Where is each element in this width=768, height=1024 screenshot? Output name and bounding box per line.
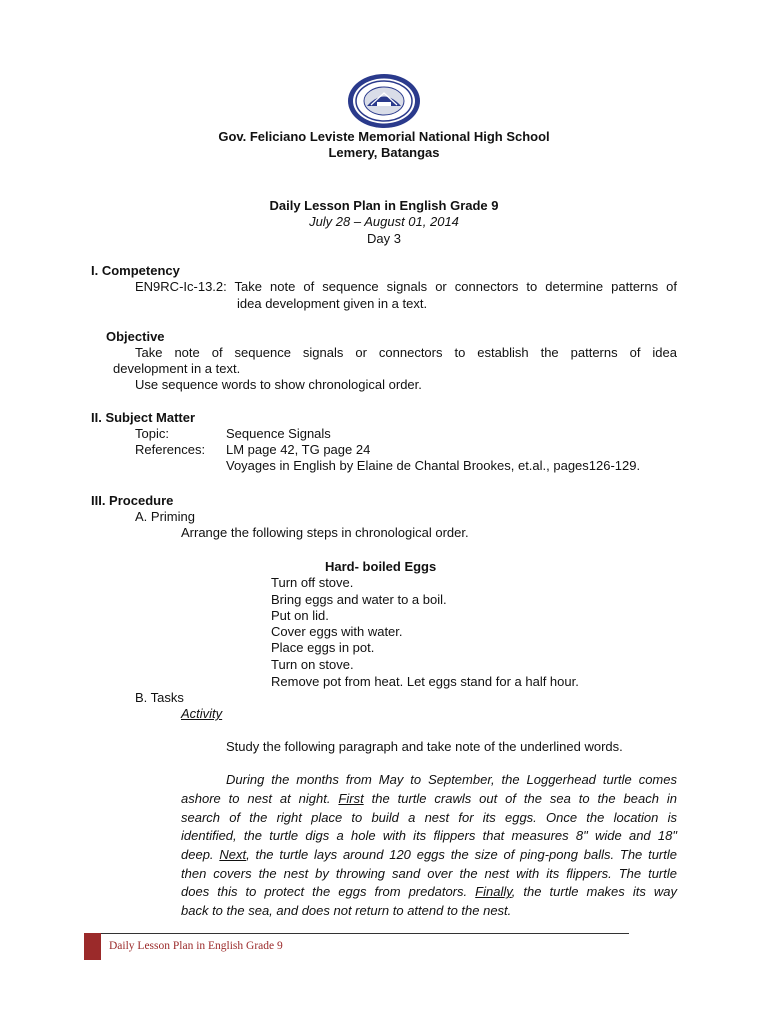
- recipe-step: Turn off stove.: [271, 575, 354, 590]
- recipe-step: Put on lid.: [271, 608, 329, 623]
- paragraph-line: then covers the nest by throwing sand over the nest with its flippers. The turtle: [181, 866, 677, 881]
- objective-heading: Objective: [106, 329, 165, 344]
- footer-text: Daily Lesson Plan in English Grade 9: [109, 940, 283, 952]
- paragraph-line: search of the right place to build a nest for its eggs. Once the location is: [181, 810, 677, 825]
- recipe-title: Hard- boiled Eggs: [325, 559, 437, 574]
- sequence-word-finally: Finally: [475, 884, 512, 899]
- topic-label: Topic:: [135, 426, 169, 441]
- school-seal-icon: [347, 73, 421, 129]
- paragraph-text: the turtle crawls out of the sea to the beach in: [363, 791, 677, 806]
- competency-heading: I. Competency: [91, 263, 180, 278]
- objective-line-2: development in a text.: [113, 361, 241, 376]
- paragraph-text: ashore to nest at night.: [181, 791, 339, 806]
- activity-label: Activity: [181, 706, 223, 721]
- paragraph-line: [181, 791, 677, 807]
- references-label: References:: [135, 442, 206, 457]
- plan-day: Day 3: [367, 231, 401, 246]
- footer-rule: [101, 933, 629, 934]
- paragraph-text: , the turtle lays around 120 eggs the size of ping-pong balls. The turtle: [246, 847, 677, 862]
- paragraph-line: [181, 847, 677, 863]
- recipe-step: Place eggs in pot.: [271, 640, 375, 655]
- objective-line-1: Take note of sequence signals or connectors to establish the patterns of idea: [135, 345, 677, 360]
- tasks-label: B. Tasks: [135, 690, 184, 705]
- competency-line-1: EN9RC-Ic-13.2: Take note of sequence signals or connectors to determine patterns of: [135, 279, 677, 294]
- priming-instruction: Arrange the following steps in chronological order.: [181, 525, 469, 540]
- references-value-2: Voyages in English by Elaine de Chantal Brookes, et.al., pages126-129.: [226, 458, 641, 473]
- paragraph-line: back to the sea, and does not return to attend to the nest.: [181, 903, 512, 918]
- recipe-step: Remove pot from heat. Let eggs stand for a half hour.: [271, 674, 579, 689]
- school-location: Lemery, Batangas: [328, 145, 440, 160]
- topic-value: Sequence Signals: [226, 426, 331, 441]
- recipe-step: Cover eggs with water.: [271, 624, 403, 639]
- school-name: Gov. Feliciano Leviste Memorial National High School: [218, 129, 550, 144]
- objective-line-3: Use sequence words to show chronological order.: [135, 377, 422, 392]
- sequence-word-first: First: [338, 791, 364, 806]
- paragraph-text: deep.: [181, 847, 220, 862]
- recipe-step: Bring eggs and water to a boil.: [271, 592, 447, 607]
- footer-accent-bar: [84, 933, 101, 960]
- recipe-step: Turn on stove.: [271, 657, 354, 672]
- study-instruction: Study the following paragraph and take note of the underlined words.: [226, 739, 623, 754]
- references-value-1: LM page 42, TG page 24: [226, 442, 371, 457]
- competency-line-2: idea development given in a text.: [237, 296, 428, 311]
- plan-title: Daily Lesson Plan in English Grade 9: [269, 198, 499, 213]
- procedure-heading: III. Procedure: [91, 493, 174, 508]
- plan-dates: July 28 – August 01, 2014: [309, 214, 459, 229]
- priming-label: A. Priming: [135, 509, 195, 524]
- subject-matter-heading: II. Subject Matter: [91, 410, 196, 425]
- paragraph-text: does this to protect the eggs from predators.: [181, 884, 476, 899]
- sequence-word-next: Next: [219, 847, 247, 862]
- paragraph-line: identified, the turtle digs a hole with its flippers that measures 8" wide and 18": [181, 828, 677, 843]
- paragraph-line: [181, 884, 677, 900]
- paragraph-text: , the turtle makes its way: [511, 884, 677, 899]
- paragraph-line: During the months from May to September, the Loggerhead turtle comes: [226, 772, 677, 787]
